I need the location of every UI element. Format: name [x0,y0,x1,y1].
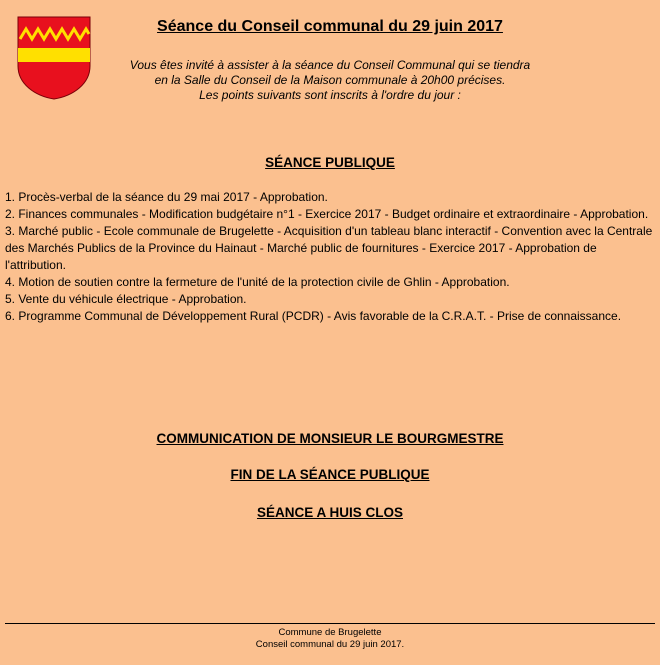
footer-line-1: Commune de Brugelette [278,627,382,638]
section-title-end-public: FIN DE LA SÉANCE PUBLIQUE [230,467,430,482]
intro-text [100,58,560,103]
agenda-item: 5. Vente du véhicule électrique - Approbation. [5,292,247,306]
agenda-item: 1. Procès-verbal de la séance du 29 mai 2017 - Approbation. [5,190,328,204]
footer-divider [5,623,655,624]
section-title-public: SÉANCE PUBLIQUE [265,155,395,170]
section-title-communication: COMMUNICATION DE MONSIEUR LE BOURGMESTRE [156,431,504,446]
section-title-closed: SÉANCE A HUIS CLOS [256,505,403,520]
agenda-item: 4. Motion de soutien contre la fermeture de l'unité de la protection civile de Ghlin - Approbation. [5,275,510,289]
agenda-item: 6. Programme Communal de Développement Rural (PCDR) - Avis favorable de la C.R.A.T. - Prise de connaissance. [5,309,622,323]
agenda-item: 2. Finances communales - Modification budgétaire n°1 - Exercice 2017 - Budget ordinaire et extraordinaire - Approbation. [5,207,649,221]
intro-line: Vous êtes invité à assister à la séance du Conseil Communal qui se tiendra [129,58,531,72]
coat-of-arms-icon [17,16,91,100]
agenda-list [5,189,655,325]
agenda-item: 3. Marché public - Ecole communale de Brugelette - Acquisition d'un tableau blanc interactif - Convention avec la Centrale des Marchés Publics de la Province du Hainaut - Marché public de fournitures - Exercice 2017 - Approbation de l'attribution. [5,224,653,272]
intro-line: Les points suivants sont inscrits à l'ordre du jour : [199,88,461,102]
footer [0,627,660,651]
page-title: Séance du Conseil communal du 29 juin 2017 [157,18,503,35]
intro-line: en la Salle du Conseil de la Maison communale à 20h00 précises. [154,73,506,87]
footer-line-2: Conseil communal du 29 juin 2017. [255,639,405,650]
